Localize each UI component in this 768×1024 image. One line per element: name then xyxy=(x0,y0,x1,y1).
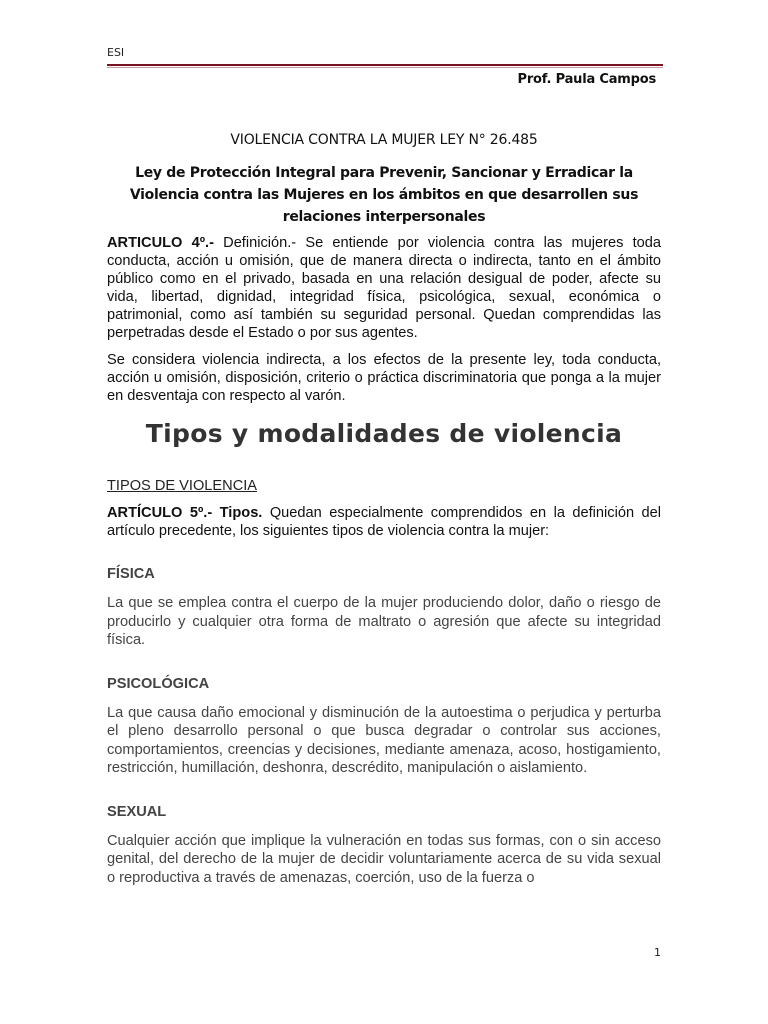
document-body xyxy=(107,132,661,887)
type-item-fisica xyxy=(107,566,661,650)
page-number: 1 xyxy=(654,946,661,959)
type-heading: FÍSICA xyxy=(107,566,155,582)
article-5-label: ARTÍCULO 5º.- Tipos. xyxy=(107,505,263,521)
subsection-heading: TIPOS DE VIOLENCIA xyxy=(107,478,258,494)
header-rule-dark xyxy=(107,64,663,66)
header-label: ESI xyxy=(107,46,125,59)
article-5-paragraph xyxy=(107,504,661,540)
indirect-violence-paragraph: Se considera violencia indirecta, a los efectos de la presente ley, toda conducta, acción u omisión, disposición, criterio o práctica discriminatoria que ponga a la mujer en desventaja con respecto al varón. xyxy=(107,352,661,404)
header-rule-light xyxy=(107,67,663,68)
law-subtitle: Ley de Protección Integral para Prevenir, Sancionar y Erradicar la Violencia contra las Mujeres en los ámbitos en que desarrollen sus relaciones interpersonales xyxy=(129,165,639,225)
type-item-sexual xyxy=(107,804,661,888)
section-title: Tipos y modalidades de violencia xyxy=(145,419,623,448)
article-4-text: Definición.- Se entiende por violencia contra las mujeres toda conducta, acción u omisión, que de manera directa o indirecta, tanto en el ámbito público como en el privado, basada en una relación desigual de poder, afecte su vida, libertad, dignidad, integridad física, psicológica, sexual, económica o patrimonial, como así también su seguridad personal. Quedan comprendidas las perpetradas desde el Estado o por sus agentes. xyxy=(107,235,661,341)
header-rule xyxy=(107,64,663,68)
type-description: La que causa daño emocional y disminución de la autoestima o perjudica y perturba el pleno desarrollo personal o que busca degradar o controlar sus acciones, comportamientos, creencias y decisiones, mediante amenaza, acoso, hostigamiento, restricción, humillación, deshonra, descrédito, manipulación o aislamiento. xyxy=(107,704,661,776)
article-4-label: ARTICULO 4º.- xyxy=(107,235,214,251)
article-4-paragraph xyxy=(107,234,661,342)
author-name: Prof. Paula Campos xyxy=(517,72,656,87)
law-title: VIOLENCIA CONTRA LA MUJER LEY N° 26.485 xyxy=(230,132,538,148)
article-5-text: Quedan especialmente comprendidos en la definición del artículo precedente, los siguientes tipos de violencia contra la mujer: xyxy=(107,505,661,539)
type-heading: PSICOLÓGICA xyxy=(107,675,210,692)
type-item-psicologica xyxy=(107,676,661,778)
type-description: Cualquier acción que implique la vulneración en todas sus formas, con o sin acceso genital, del derecho de la mujer de decidir voluntariamente acerca de su vida sexual o reproductiva a través de amenazas, coerción, uso de la fuerza o xyxy=(107,832,661,886)
type-description: La que se emplea contra el cuerpo de la mujer produciendo dolor, daño o riesgo de producirlo y cualquier otra forma de maltrato o agresión que afecte su integridad física. xyxy=(107,595,661,648)
type-list xyxy=(107,566,661,887)
type-heading: SEXUAL xyxy=(107,803,167,820)
